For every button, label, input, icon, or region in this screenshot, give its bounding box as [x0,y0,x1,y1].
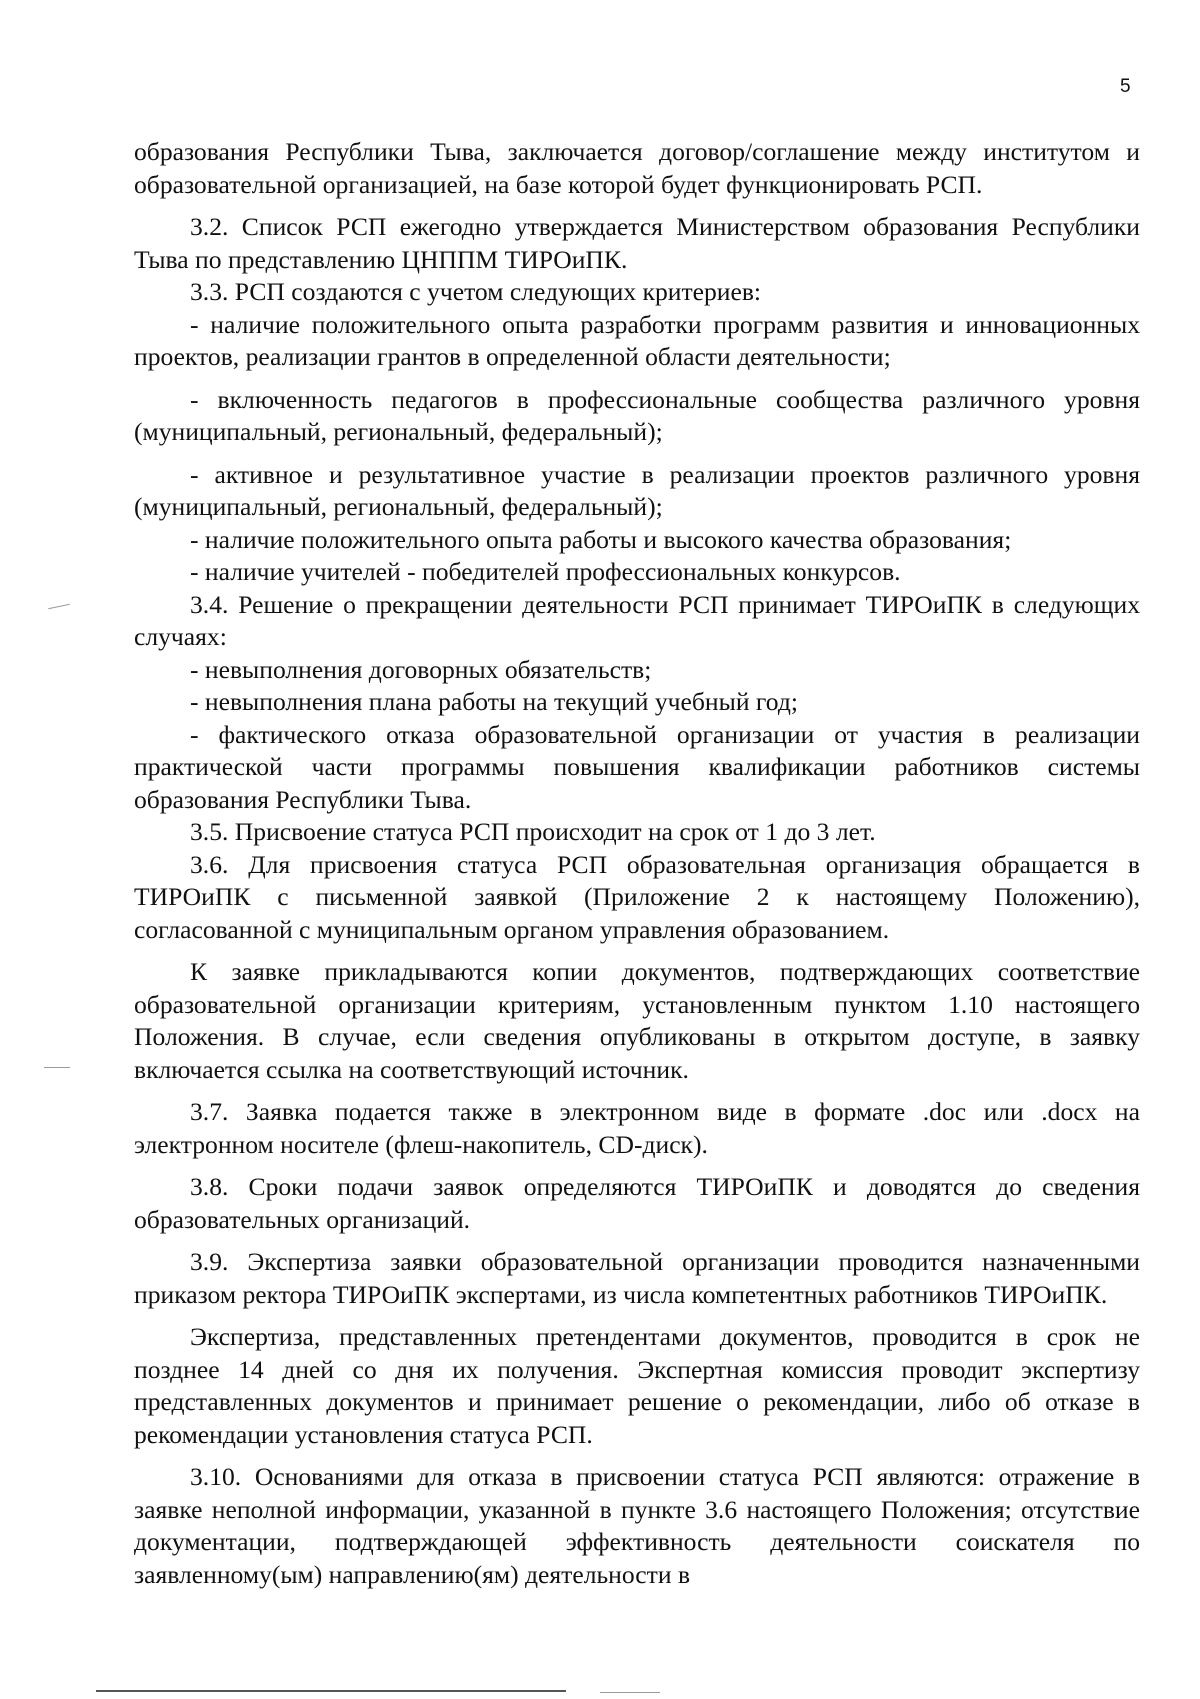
paragraph-3-5: 3.5. Присвоение статуса РСП происходит на срок от 1 до 3 лет. [190,817,876,846]
scan-artifact [48,604,70,610]
paragraph-continuation: образования Республики Тыва, заключается договор/соглашение между институтом и образовательной организацией, на базе которой будет функционировать РСП. [134,137,1140,199]
paragraph-3-3: 3.3. РСП создаются с учетом следующих критериев: [190,277,762,306]
termination-item: - невыполнения плана работы на текущий учебный год; [190,687,798,716]
paragraph-3-9: 3.9. Экспертиза заявки образовательной организации проводится назначенными приказом ректора ТИРОиПК экспертами, из числа компетентных работников ТИРОиПК. [134,1247,1140,1309]
criteria-item: - наличие положительного опыта работы и высокого качества образования; [190,524,1012,554]
termination-item: - невыполнения договорных обязательств; [190,654,652,684]
paragraph-expertise: Экспертиза, представленных претендентами документов, проводится в срок не позднее 14 дней со дня их получения. Экспертная комиссия проводит экспертизу представленных документов и принимает решение о рекомендации, либо об отказе в рекомендации установления статуса РСП. [134,1322,1140,1449]
page-number: 5 [1120,76,1131,97]
document-body [134,136,1140,1591]
scan-artifact [96,1690,566,1692]
paragraph-3-4: 3.4. Решение о прекращении деятельности РСП принимает ТИРОиПК в следующих случаях: [134,589,1140,651]
paragraph-3-10: 3.10. Основаниями для отказа в присвоении статуса РСП являются: отражение в заявке неполной информации, указанной в пункте 3.6 настоящего Положения; отсутствие документации, подтверждающей эффективность деятельности соискателя по заявленному(ым) направлению(ям) деятельности в [134,1462,1140,1589]
criteria-item: - включенность педагогов в профессиональные сообщества различного уровня (муниципальный, региональный, федеральный); [134,384,1140,446]
paragraph-3-6: 3.6. Для присвоения статуса РСП образовательная организация обращается в ТИРОиПК с письменной заявкой (Приложение 2 к настоящему Положению), согласованной с муниципальным органом управления образованием. [134,849,1140,944]
scan-artifact [44,1067,70,1068]
criteria-item: - наличие положительного опыта разработки программ развития и инновационных проектов, реализации грантов в определенной области деятельности; [134,309,1140,371]
paragraph-application-docs: К заявке прикладываются копии документов, подтверждающих соответствие образовательной организации критериям, установленным пунктом 1.10 настоящего Положения. В случае, если сведения опубликованы в открытом доступе, в заявку включается ссылка на соответствующий источник. [134,957,1140,1084]
criteria-item: - активное и результативное участие в реализации проектов различного уровня (муниципальный, региональный, федеральный); [134,459,1140,521]
criteria-item: - наличие учителей - победителей профессиональных конкурсов. [190,557,901,586]
scan-artifact [600,1692,660,1693]
termination-item: - фактического отказа образовательной организации от участия в реализации практической части программы повышения квалификации работников системы образования Республики Тыва. [134,719,1140,814]
paragraph-3-8: 3.8. Сроки подачи заявок определяются ТИРОиПК и доводятся до сведения образовательных организаций. [134,1172,1140,1234]
paragraph-3-7: 3.7. Заявка подается также в электронном виде в формате .doc или .docx на электронном носителе (флеш-накопитель, CD-диск). [134,1097,1140,1159]
paragraph-3-2: 3.2. Список РСП ежегодно утверждается Министерством образования Республики Тыва по представлению ЦНППМ ТИРОиПК. [134,212,1140,274]
